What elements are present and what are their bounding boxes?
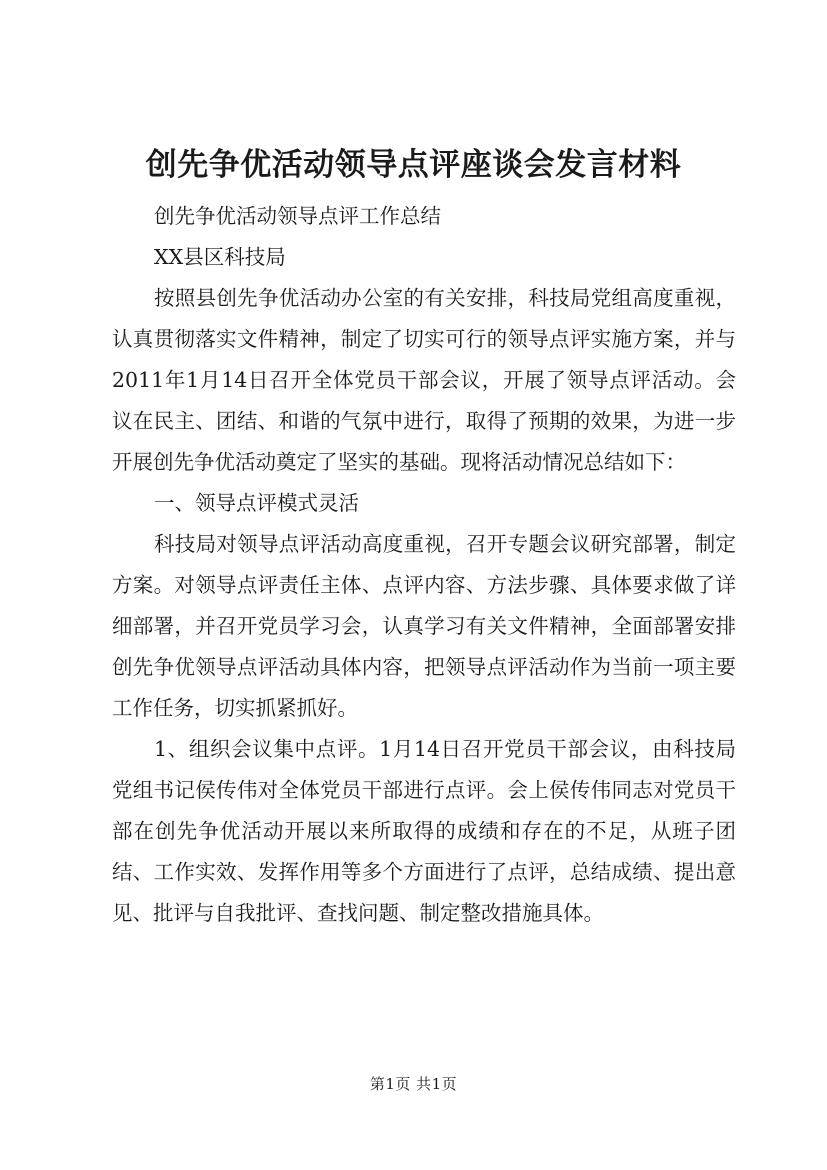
document-title: 创先争优活动领导点评座谈会发言材料 (145, 147, 682, 183)
organization-paragraph: XX县区科技局 (154, 245, 286, 269)
page-footer: 第1页 共1页 (369, 1075, 458, 1093)
subtitle-paragraph: 创先争优活动领导点评工作总结 (154, 204, 441, 228)
intro-paragraph: 按照县创先争优活动办公室的有关安排，科技局党组高度重视，认真贯彻落实文件精神，制定了切实可行的领导点评实施方案，并与2011年1月14日召开全体党员干部会议，开展了领导点评活动。会议在民主、团结、和谐的气氛中进行，取得了预期的效果，为进一步开展创先争优活动奠定了坚实的基础。现将活动情况总结如下： (112, 286, 736, 474)
document-body (112, 196, 736, 934)
section-heading: 一、领导点评模式灵活 (154, 491, 359, 515)
section-paragraph: 科技局对领导点评活动高度重视，召开专题会议研究部署，制定方案。对领导点评责任主体、点评内容、方法步骤、具体要求做了详细部署，并召开党员学习会，认真学习有关文件精神，全面部署安排创先争优领导点评活动具体内容，把领导点评活动作为当前一项主要工作任务，切实抓紧抓好。 (112, 532, 736, 720)
item-paragraph: 1、组织会议集中点评。1月14日召开党员干部会议，由科技局党组书记侯传伟对全体党员干部进行点评。会上侯传伟同志对党员干部在创先争优活动开展以来所取得的成绩和存在的不足，从班子团结、工作实效、发挥作用等多个方面进行了点评，总结成绩、提出意见、批评与自我批评、查找问题、制定整改措施具体。 (112, 737, 736, 925)
